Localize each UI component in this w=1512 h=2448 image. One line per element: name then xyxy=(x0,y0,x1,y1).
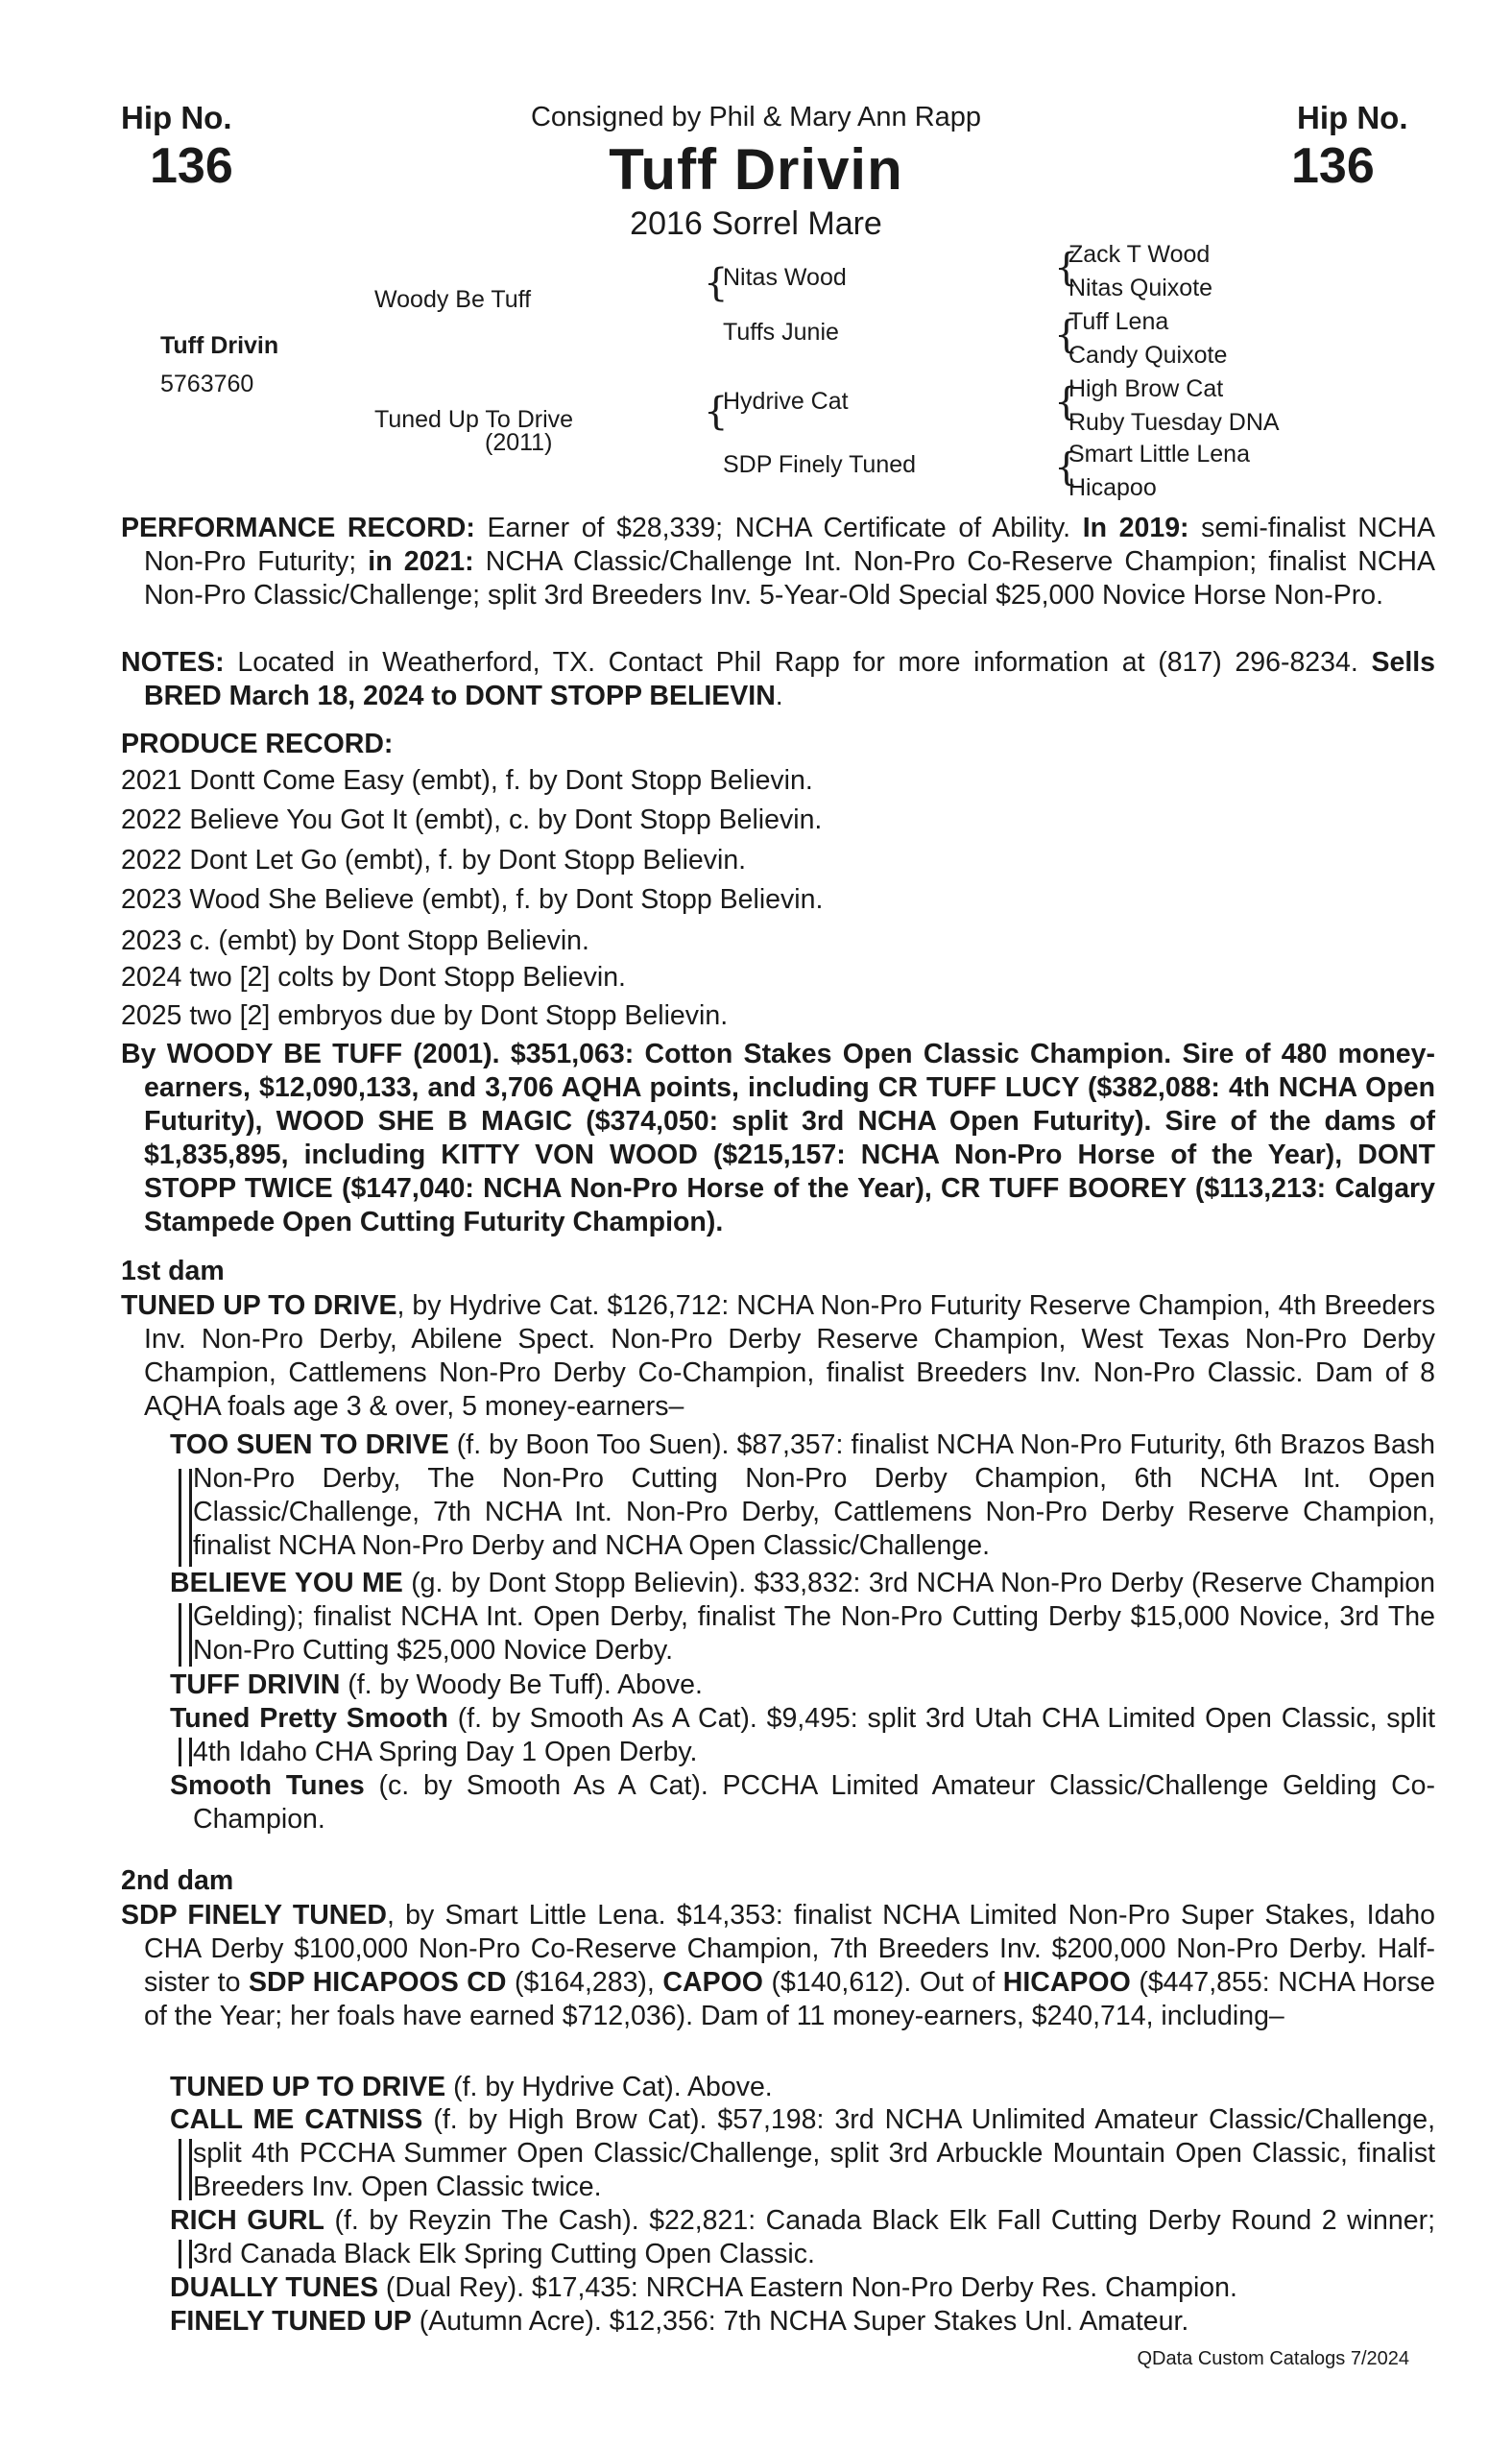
foal-name: Smooth Tunes xyxy=(170,1770,365,1801)
first-dam-foal xyxy=(170,1702,1435,1769)
half-sibling-1: SDP HICAPOOS CD xyxy=(249,1967,507,1998)
second-dam-foal xyxy=(170,2071,1435,2104)
brace-g3: { xyxy=(1054,313,1079,357)
produce-label: PRODUCE RECORD: xyxy=(121,729,394,759)
produce-item: 2025 two [2] embryos due by Dont Stopp Believin. xyxy=(121,1000,729,1031)
pedigree-g1: Zack T Wood xyxy=(1068,241,1211,268)
hip-number-left: 136 xyxy=(150,138,233,194)
foal-text: (g. by Dont Stopp Believin). $33,832: 3rd NCHA Non-Pro Derby (Reserve Champion Gelding); finalist NCHA Int. Open Derby, finalist The Non-Pro Cutting Derby $15,000 Novice, 3rd The Non-Pro Cutting $25,000 Novice Derby. xyxy=(193,1568,1435,1666)
second-dam-foal xyxy=(170,2103,1435,2204)
foal-text: (Dual Rey). $17,435: NRCHA Eastern Non-Pro Derby Res. Champion. xyxy=(377,2272,1237,2303)
second-dam-text-3: ($140,612). Out of xyxy=(762,1967,1003,1998)
pedigree-g3: Tuff Lena xyxy=(1068,308,1169,335)
foal-name: RICH GURL xyxy=(170,2205,324,2236)
performance-record xyxy=(121,512,1435,612)
notes-text-2: . xyxy=(775,681,783,711)
pedigree-g7: Smart Little Lena xyxy=(1068,441,1250,468)
pedigree-g4: Candy Quixote xyxy=(1068,342,1228,369)
horse-name: Tuff Drivin xyxy=(609,137,903,202)
first-dam-heading: 1st dam xyxy=(121,1256,225,1286)
produce-item: 2024 two [2] colts by Dont Stopp Believin. xyxy=(121,962,626,993)
hip-label-right: Hip No. xyxy=(1297,100,1408,135)
second-dam-text-2: ($164,283), xyxy=(506,1967,663,1998)
pedigree-dam-year: (2011) xyxy=(485,429,553,456)
brace-g1: { xyxy=(1054,246,1079,290)
first-dam-text: , by Hydrive Cat. $126,712: NCHA Non-Pro Futurity Reserve Champion, 4th Breeders Inv. Non-Pro Derby, Abilene Spect. Non-Pro Derby Reserve Champion, West Texas Non-Pro Derby Champion, Cattlemens Non-Pro Derby Co-Champion, finalist Breeders Inv. Non-Pro Classic. Dam of 8 AQHA foals age 3 & over, 5 money-earners– xyxy=(144,1290,1435,1422)
pedigree-registration: 5763760 xyxy=(160,371,254,397)
first-dam-paragraph xyxy=(121,1289,1435,1424)
hip-number-right: 136 xyxy=(1291,138,1375,194)
second-dam-paragraph xyxy=(121,1899,1435,2033)
foal-name: DUALLY TUNES xyxy=(170,2272,378,2303)
produce-item: 2023 Wood She Believe (embt), f. by Dont Stopp Believin. xyxy=(121,884,824,915)
foal-text: (c. by Smooth As A Cat). PCCHA Limited Amateur Classic/Challenge Gelding Co-Champion. xyxy=(193,1770,1435,1835)
brace-dam: { xyxy=(704,390,729,434)
first-dam-foal xyxy=(170,1668,1435,1702)
notes-text-1: Located in Weatherford, TX. Contact Phil Rapp for more information at (817) 296-8234. xyxy=(224,647,1372,678)
consignor-line: Consigned by Phil & Mary Ann Rapp xyxy=(530,102,982,132)
produce-item: 2023 c. (embt) by Dont Stopp Believin. xyxy=(121,925,589,956)
pedigree-sire-sire: Nitas Wood xyxy=(723,264,847,291)
notes xyxy=(121,646,1435,713)
foal-name: CALL ME CATNISS xyxy=(170,2104,423,2135)
second-dam-heading: 2nd dam xyxy=(121,1865,234,1896)
sire-paragraph: By WOODY BE TUFF (2001). $351,063: Cotton Stakes Open Classic Champion. Sire of 480 money-earners, $12,090,133, and 3,706 AQHA points, including CR TUFF LUCY ($382,088: 4th NCHA Open Futurity), WOOD SHE B MAGIC ($374,050: split 3rd NCHA Open Futurity). Sire of the dams of $1,835,895, including KITTY VON WOOD ($215,157: NCHA Non-Pro Horse of the Year), DONT STOPP TWICE ($147,040: NCHA Non-Pro Horse of the Year), CR TUFF BOOREY ($113,213: Calgary Stampede Open Cutting Futurity Champion). xyxy=(121,1039,1435,1237)
produce-item: 2022 Dont Let Go (embt), f. by Dont Stopp Believin. xyxy=(121,845,747,876)
foal-name: TOO SUEN TO DRIVE xyxy=(170,1429,449,1460)
second-dam-text-4: ($447,855: NCHA Horse of the Year; her foals have earned $712,036). Dam of 11 money-earners, $240,714, including– xyxy=(144,1967,1435,2031)
half-sibling-2: CAPOO xyxy=(662,1967,763,1998)
foal-name: TUFF DRIVIN xyxy=(170,1669,341,1700)
pedigree-g2: Nitas Quixote xyxy=(1068,275,1213,301)
foal-text: (f. by High Brow Cat). $57,198: 3rd NCHA Unlimited Amateur Classic/Challenge, split 4th PCCHA Summer Open Classic/Challenge, split 3rd Arbuckle Mountain Open Classic, finalist Breeders Inv. Open Classic twice. xyxy=(193,2104,1436,2202)
second-dam-foal xyxy=(170,2271,1435,2305)
pedigree-sire: Woody Be Tuff xyxy=(374,286,532,313)
hip-label-left: Hip No. xyxy=(121,100,232,135)
second-dam-name: SDP FINELY TUNED xyxy=(121,1900,387,1931)
foal-name: Tuned Pretty Smooth xyxy=(170,1703,448,1734)
first-dam-foal xyxy=(170,1769,1435,1836)
notes-bred-info: Sells BRED March 18, 2024 to DONT STOPP BELIEVIN xyxy=(144,647,1435,711)
first-dam-foal xyxy=(170,1428,1435,1563)
pedigree-sire-dam: Tuffs Junie xyxy=(723,319,839,346)
performance-2019-label: In 2019: xyxy=(1082,513,1189,543)
brace-sire: { xyxy=(704,261,729,305)
foal-name: TUNED UP TO DRIVE xyxy=(170,2072,446,2102)
foal-text: (f. by Hydrive Cat). Above. xyxy=(445,2072,773,2102)
pedigree-subject-name: Tuff Drivin xyxy=(160,332,279,359)
brace-g7: { xyxy=(1054,445,1079,490)
foal-text: (f. by Smooth As A Cat). $9,495: split 3rd Utah CHA Limited Open Classic, split 4th Idaho CHA Spring Day 1 Open Derby. xyxy=(193,1703,1435,1767)
pedigree-g6: Ruby Tuesday DNA xyxy=(1068,409,1280,436)
performance-text-1: Earner of $28,339; NCHA Certificate of Ability. xyxy=(474,513,1083,543)
pedigree-dam: Tuned Up To Drive xyxy=(374,406,574,433)
pedigree-g5: High Brow Cat xyxy=(1068,375,1224,402)
performance-label: PERFORMANCE RECORD: xyxy=(121,513,475,543)
second-dam-foal xyxy=(170,2204,1435,2271)
third-dam-name: HICAPOO xyxy=(1002,1967,1131,1998)
first-dam-foal xyxy=(170,1567,1435,1668)
produce-item: 2021 Dontt Come Easy (embt), f. by Dont Stopp Believin. xyxy=(121,765,813,796)
produce-item: 2022 Believe You Got It (embt), c. by Dont Stopp Believin. xyxy=(121,804,823,835)
foal-text: (Autumn Acre). $12,356: 7th NCHA Super Stakes Unl. Amateur. xyxy=(411,2306,1189,2337)
foal-name: BELIEVE YOU ME xyxy=(170,1568,403,1598)
foal-name: FINELY TUNED UP xyxy=(170,2306,412,2337)
foal-text: (f. by Boon Too Suen). $87,357: finalist NCHA Non-Pro Futurity, 6th Brazos Bash Non-Pro Derby, The Non-Pro Cutting Non-Pro Derby Champion, 6th NCHA Int. Open Classic/Challenge, 7th NCHA Int. Non-Pro Derby, Cattlemens Non-Pro Derby Reserve Champion, finalist NCHA Non-Pro Derby and NCHA Open Classic/Challenge. xyxy=(193,1429,1435,1561)
brace-g5: { xyxy=(1054,380,1079,424)
performance-text-2: semi-finalist NCHA Non-Pro Futurity; xyxy=(144,513,1436,577)
pedigree-g8: Hicapoo xyxy=(1068,474,1157,501)
footer-credit: QData Custom Catalogs 7/2024 xyxy=(1137,2348,1409,2369)
pedigree-dam-dam: SDP Finely Tuned xyxy=(723,451,917,478)
foal-text: (f. by Reyzin The Cash). $22,821: Canada Black Elk Fall Cutting Derby Round 2 winner; 3rd Canada Black Elk Spring Cutting Open Classic. xyxy=(193,2205,1435,2269)
second-dam-text-1: , by Smart Little Lena. $14,353: finalist NCHA Limited Non-Pro Super Stakes, Idaho CHA Derby $100,000 Non-Pro Co-Reserve Champion, 7th Breeders Inv. $200,000 Non-Pro Derby. Half-sister to xyxy=(144,1900,1435,1998)
foal-text: (f. by Woody Be Tuff). Above. xyxy=(340,1669,703,1700)
second-dam-foal xyxy=(170,2305,1435,2339)
pedigree-dam-sire: Hydrive Cat xyxy=(723,388,849,415)
first-dam-name: TUNED UP TO DRIVE xyxy=(121,1290,397,1321)
performance-text-3: NCHA Classic/Challenge Int. Non-Pro Co-Reserve Champion; finalist NCHA Non-Pro Classic/Challenge; split 3rd Breeders Inv. 5-Year-Old Special $25,000 Novice Horse Non-Pro. xyxy=(144,546,1435,611)
performance-2021-label: in 2021: xyxy=(368,546,474,577)
horse-description: 2016 Sorrel Mare xyxy=(630,205,882,242)
notes-label: NOTES: xyxy=(121,647,225,678)
